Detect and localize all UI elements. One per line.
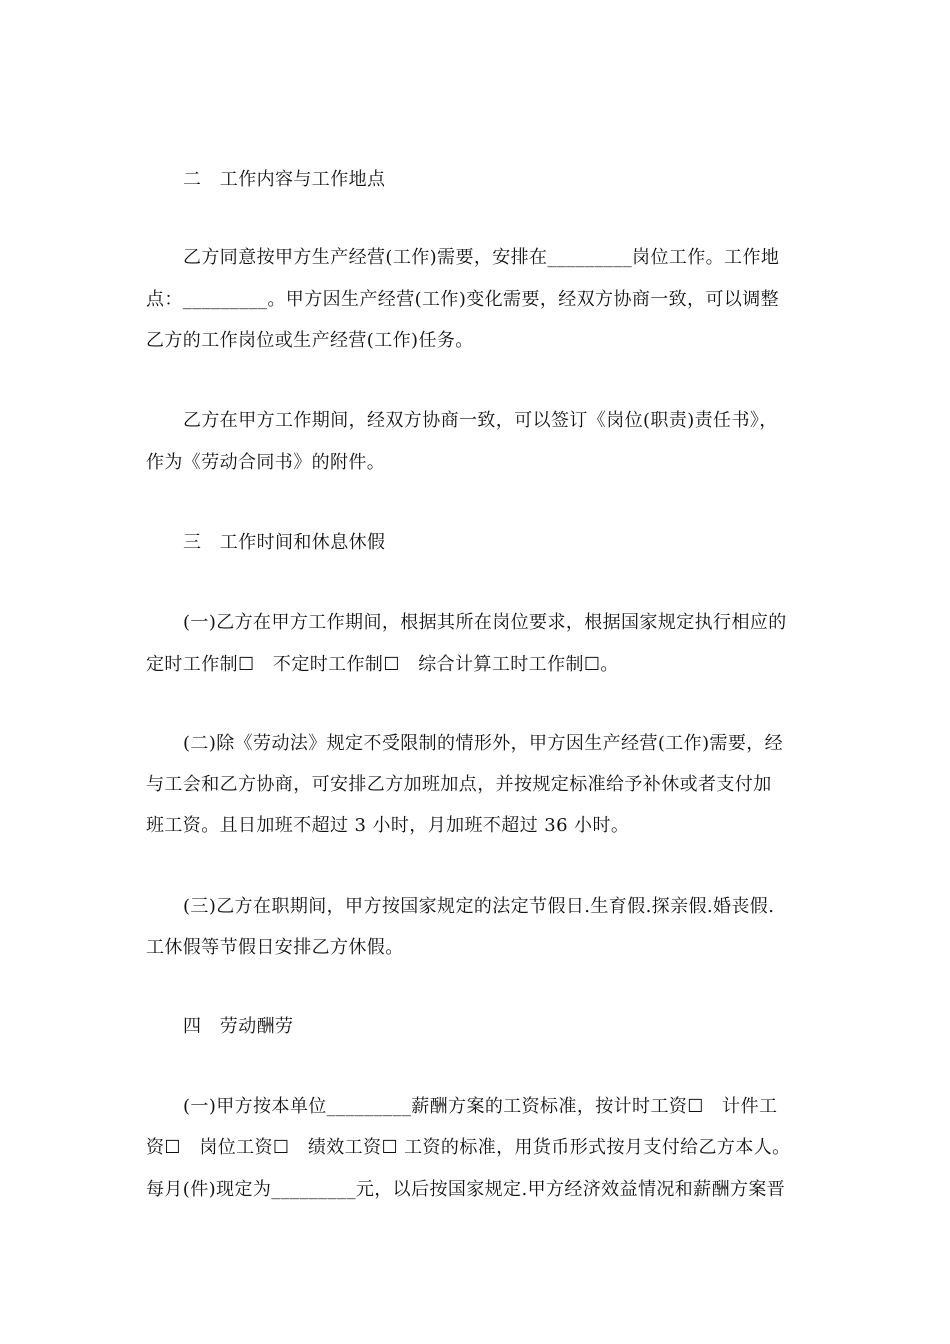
paragraph-line: (一)乙方在甲方工作期间，根据其所在岗位要求，根据国家规定执行相应的 xyxy=(183,612,787,633)
paragraph-line: (三)乙方在职期间，甲方按国家规定的法定节假日.生育假.探亲假.婚丧假. xyxy=(183,896,775,917)
paragraph-line: 资☐ 岗位工资☐ 绩效工资☐ 工资的标准，用货币形式按月支付给乙方本人。 xyxy=(146,1137,791,1158)
paragraph-line: 乙方的工作岗位或生产经营(工作)任务。 xyxy=(146,330,474,351)
paragraph-line: 班工资。且日加班不超过 3 小时，月加班不超过 36 小时。 xyxy=(146,815,630,836)
paragraph-line: 乙方在甲方工作期间，经双方协商一致，可以签订《岗位(职责)责任书》， xyxy=(183,410,778,431)
paragraph-line: 作为《劳动合同书》的附件。 xyxy=(146,452,386,473)
paragraph-line: 工休假等节假日安排乙方休假。 xyxy=(146,937,404,958)
paragraph-line: 与工会和乙方协商，可安排乙方加班加点，并按规定标准给予补休或者支付加 xyxy=(146,774,772,795)
section-heading: 四 劳动酬劳 xyxy=(183,1016,294,1037)
paragraph-line: 每月(件)现定为_________元，以后按国家规定.甲方经济效益情况和薪酬方案晋 xyxy=(146,1179,786,1200)
section-heading: 二 工作内容与工作地点 xyxy=(183,169,386,190)
paragraph-line: 定时工作制☐ 不定时工作制☐ 综合计算工时工作制☐。 xyxy=(146,654,619,675)
paragraph-line: 乙方同意按甲方生产经营(工作)需要，安排在_________岗位工作。工作地 xyxy=(183,247,780,268)
paragraph-line: (二)除《劳动法》规定不受限制的情形外，甲方因生产经营(工作)需要，经 xyxy=(183,733,784,754)
paragraph-line: 点：_________。甲方因生产经营(工作)变化需要，经双方协商一致，可以调整 xyxy=(146,289,780,310)
paragraph-line: (一)甲方按本单位_________薪酬方案的工资标准，按计时工资☐ 计件工 xyxy=(183,1096,778,1117)
section-heading: 三 工作时间和休息休假 xyxy=(183,532,386,553)
